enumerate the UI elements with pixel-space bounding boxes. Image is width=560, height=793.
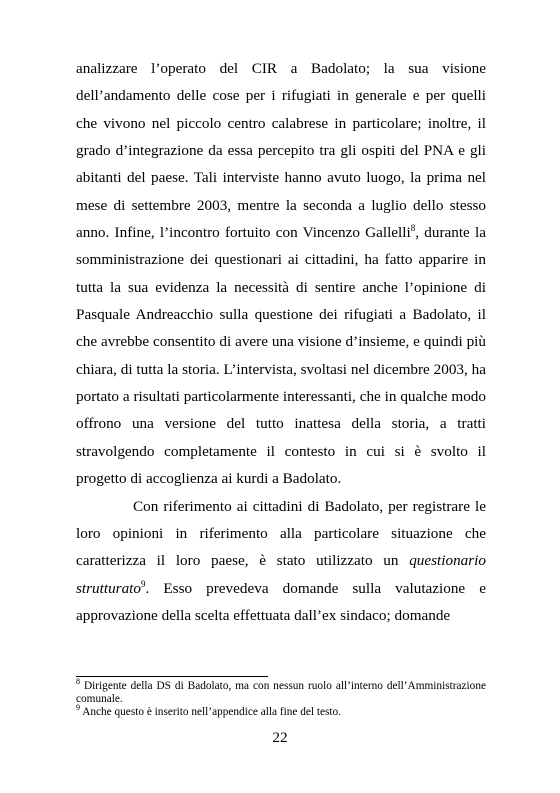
footnote-8-text: Dirigente della DS di Badolato, ma con nessun ruolo all’interno dell’Amministrazione comunale. [76,680,486,705]
paragraph-2-emphasis: questionario strutturato [76,552,486,597]
footnote-8 [76,677,486,706]
paragraph-1 [76,55,486,493]
footnote-9-number: 9 [76,703,80,713]
body-text [76,55,486,629]
paragraph-1-text-a: analizzare l’operato del CIR a Badolato; la sua visione dell’andamento delle cose per i rifugiati in generale e per quelli che vivono nel piccolo centro calabrese in particolare; inoltre, il grado d’integrazione da essa percepito tra gli ospiti del PNA e gli abitanti del paese. Tali interviste hanno avuto luogo, la prima nel mese di settembre 2003, mentre la seconda a luglio dello stesso anno. Infine, l’incontro fortuito con Vincenzo Gallelli [76,60,486,242]
footnote-ref-9: 9 [141,578,146,589]
footnote-separator [76,676,268,677]
page-number: 22 [272,729,288,746]
paragraph-2-text-a: Con riferimento ai cittadini di Badolato, per registrare le loro opinioni in riferimento alla particolare situazione che caratterizza il loro paese, è stato utilizzato un [76,497,486,570]
footnote-8-number: 8 [76,677,80,687]
paragraph-2-text-b: . Esso prevedeva domande sulla valutazione e approvazione della scelta effettuata dall’ex sindaco; domande [76,579,486,624]
footnotes [76,677,486,719]
footnote-ref-8: 8 [410,223,416,233]
footnote-9 [76,703,486,719]
paragraph-1-text-b: , durante la somministrazione dei questionari ai cittadini, ha fatto apparire in tutta la sua evidenza la necessità di sentire anche l’opinione di Pasquale Andreacchio sulla questione dei rifugiati a Badolato, il che avrebbe consentito di avere una visione d’insieme, e quindi più chiara, di tutta la storia. L’intervista, svoltasi nel dicembre 2003, ha portato a risultati particolarmente interessanti, che in qualche modo offrono una versione del tutto inattesa della storia, a tratti stravolgendo completamente il contesto in cui si è svolto il progetto di accoglienza ai kurdi a Badolato. [76,224,486,488]
paragraph-2 [76,493,486,630]
footnote-9-text: Anche questo è inserito nell’appendice alla fine del testo. [80,706,341,718]
